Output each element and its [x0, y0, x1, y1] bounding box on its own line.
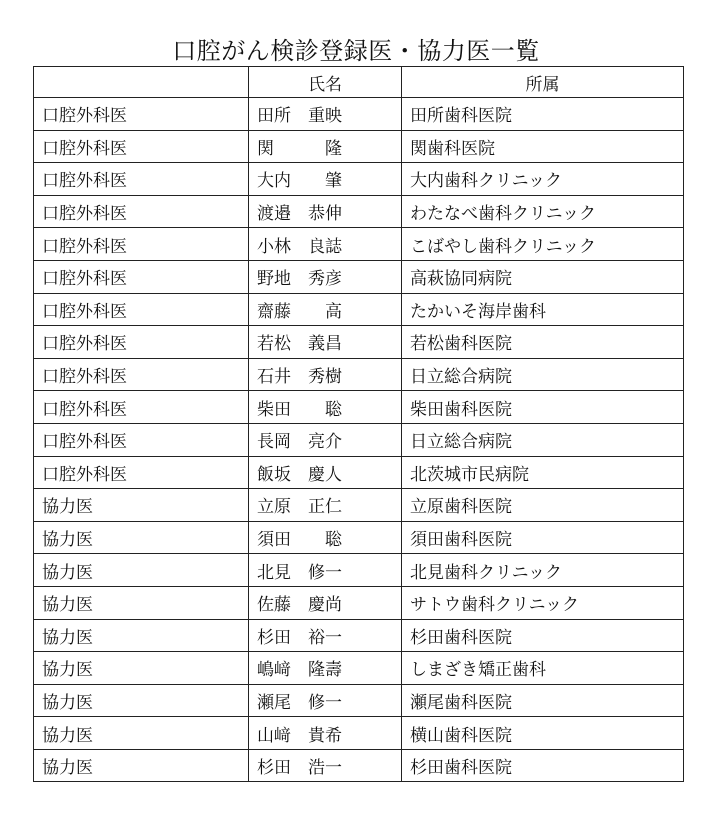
- category-cell: 口腔外科医: [34, 130, 249, 163]
- affiliation-cell: 北茨城市民病院: [402, 456, 684, 489]
- doctor-name-cell: 須田 聡: [249, 521, 402, 554]
- header-affiliation: 所属: [402, 67, 684, 98]
- affiliation-cell: 関歯科医院: [402, 130, 684, 163]
- table-row: [34, 293, 684, 326]
- table-row: [34, 358, 684, 391]
- category-cell: 協力医: [34, 652, 249, 685]
- doctor-name-cell: 瀬尾 修一: [249, 684, 402, 717]
- doctor-name-cell: 石井 秀樹: [249, 358, 402, 391]
- category-cell: 協力医: [34, 489, 249, 522]
- table-row: [34, 717, 684, 750]
- affiliation-cell: 北見歯科クリニック: [402, 554, 684, 587]
- affiliation-cell: 杉田歯科医院: [402, 749, 684, 782]
- category-cell: 協力医: [34, 586, 249, 619]
- header-row: [34, 67, 684, 98]
- table-body: [34, 98, 684, 782]
- affiliation-cell: 若松歯科医院: [402, 326, 684, 359]
- affiliation-cell: 杉田歯科医院: [402, 619, 684, 652]
- doctor-name-cell: 大内 肇: [249, 163, 402, 196]
- doctor-name-cell: 小林 良誌: [249, 228, 402, 261]
- table-row: [34, 619, 684, 652]
- header-name: 氏名: [249, 67, 402, 98]
- category-cell: 口腔外科医: [34, 293, 249, 326]
- category-cell: 協力医: [34, 684, 249, 717]
- category-cell: 口腔外科医: [34, 326, 249, 359]
- affiliation-cell: 田所歯科医院: [402, 98, 684, 131]
- category-cell: 口腔外科医: [34, 391, 249, 424]
- category-cell: 協力医: [34, 521, 249, 554]
- table-row: [34, 391, 684, 424]
- category-cell: 口腔外科医: [34, 358, 249, 391]
- affiliation-cell: 日立総合病院: [402, 358, 684, 391]
- table-row: [34, 195, 684, 228]
- table-row: [34, 456, 684, 489]
- doctor-name-cell: 齋藤 高: [249, 293, 402, 326]
- category-cell: 口腔外科医: [34, 98, 249, 131]
- category-cell: 口腔外科医: [34, 228, 249, 261]
- page-title: 口腔がん検診登録医・協力医一覧: [172, 37, 540, 65]
- category-cell: 協力医: [34, 619, 249, 652]
- affiliation-cell: こばやし歯科クリニック: [402, 228, 684, 261]
- doctor-name-cell: 佐藤 慶尚: [249, 586, 402, 619]
- affiliation-cell: 須田歯科医院: [402, 521, 684, 554]
- affiliation-cell: しまざき矯正歯科: [402, 652, 684, 685]
- table-row: [34, 130, 684, 163]
- category-cell: 協力医: [34, 554, 249, 587]
- doctor-name-cell: 立原 正仁: [249, 489, 402, 522]
- doctor-name-cell: 北見 修一: [249, 554, 402, 587]
- doctor-table: [33, 66, 684, 782]
- category-cell: 口腔外科医: [34, 195, 249, 228]
- doctor-name-cell: 杉田 浩一: [249, 749, 402, 782]
- affiliation-cell: わたなべ歯科クリニック: [402, 195, 684, 228]
- affiliation-cell: 日立総合病院: [402, 423, 684, 456]
- category-cell: 協力医: [34, 717, 249, 750]
- doctor-name-cell: 野地 秀彦: [249, 260, 402, 293]
- doctor-name-cell: 杉田 裕一: [249, 619, 402, 652]
- affiliation-cell: サトウ歯科クリニック: [402, 586, 684, 619]
- doctor-name-cell: 柴田 聡: [249, 391, 402, 424]
- affiliation-cell: たかいそ海岸歯科: [402, 293, 684, 326]
- table-row: [34, 260, 684, 293]
- table-row: [34, 521, 684, 554]
- doctor-name-cell: 長岡 亮介: [249, 423, 402, 456]
- affiliation-cell: 大内歯科クリニック: [402, 163, 684, 196]
- table-row: [34, 586, 684, 619]
- category-cell: 口腔外科医: [34, 456, 249, 489]
- affiliation-cell: 柴田歯科医院: [402, 391, 684, 424]
- table-row: [34, 98, 684, 131]
- affiliation-cell: 瀬尾歯科医院: [402, 684, 684, 717]
- affiliation-cell: 横山歯科医院: [402, 717, 684, 750]
- table-row: [34, 163, 684, 196]
- table-row: [34, 423, 684, 456]
- category-cell: 口腔外科医: [34, 163, 249, 196]
- affiliation-cell: 立原歯科医院: [402, 489, 684, 522]
- table-row: [34, 652, 684, 685]
- doctor-name-cell: 山﨑 貴希: [249, 717, 402, 750]
- doctor-name-cell: 渡邉 恭伸: [249, 195, 402, 228]
- doctor-name-cell: 飯坂 慶人: [249, 456, 402, 489]
- category-cell: 口腔外科医: [34, 260, 249, 293]
- doctor-name-cell: 若松 義昌: [249, 326, 402, 359]
- table-row: [34, 228, 684, 261]
- table-row: [34, 326, 684, 359]
- doctor-name-cell: 嶋﨑 隆壽: [249, 652, 402, 685]
- doctor-name-cell: 関 隆: [249, 130, 402, 163]
- table-row: [34, 489, 684, 522]
- table-row: [34, 554, 684, 587]
- category-cell: 口腔外科医: [34, 423, 249, 456]
- category-cell: 協力医: [34, 749, 249, 782]
- table-row: [34, 684, 684, 717]
- doctor-name-cell: 田所 重映: [249, 98, 402, 131]
- affiliation-cell: 高萩協同病院: [402, 260, 684, 293]
- header-category: [34, 67, 249, 98]
- table-row: [34, 749, 684, 782]
